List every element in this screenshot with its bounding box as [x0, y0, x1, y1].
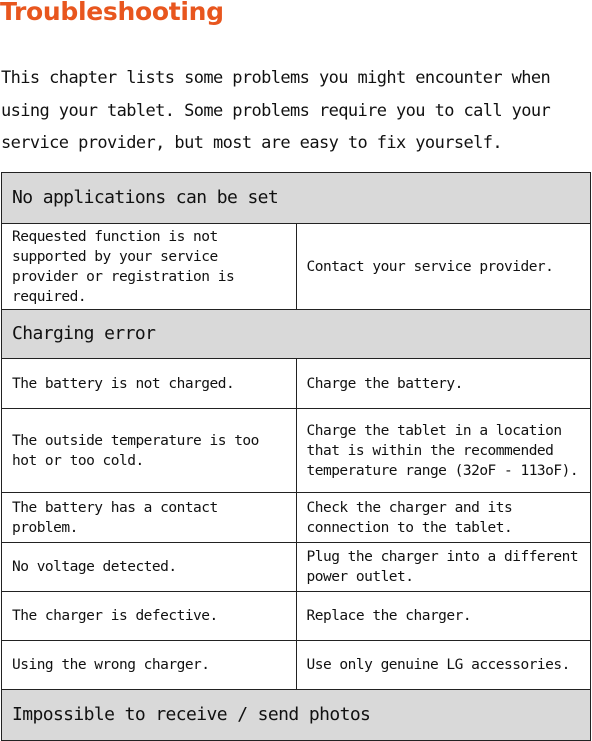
table-row — [2, 359, 591, 409]
solution-cell: Charge the battery. — [296, 359, 591, 409]
table-row — [2, 592, 591, 641]
section-heading: Impossible to receive / send photos — [2, 690, 591, 741]
table-row — [2, 409, 591, 493]
table-row — [2, 493, 591, 543]
cause-cell: Using the wrong charger. — [2, 641, 297, 690]
troubleshooting-table — [1, 172, 591, 741]
section-header-row — [2, 173, 591, 224]
solution-cell: Use only genuine LG accessories. — [296, 641, 591, 690]
cause-cell: The battery has a contact problem. — [2, 493, 297, 543]
cause-cell: The outside temperature is too hot or too cold. — [2, 409, 297, 493]
cause-cell: The battery is not charged. — [2, 359, 297, 409]
section-header-row — [2, 690, 591, 741]
table-row — [2, 224, 591, 310]
table-row — [2, 641, 591, 690]
cause-cell: No voltage detected. — [2, 543, 297, 592]
section-heading: Charging error — [2, 310, 591, 359]
solution-cell: Plug the charger into a different power outlet. — [296, 543, 591, 592]
solution-cell: Contact your service provider. — [296, 224, 591, 310]
section-heading: No applications can be set — [2, 173, 591, 224]
table-row — [2, 543, 591, 592]
solution-cell: Check the charger and its connection to the tablet. — [296, 493, 591, 543]
solution-cell: Charge the tablet in a location that is within the recommended temperature range (32oF - 113oF). — [296, 409, 591, 493]
section-header-row — [2, 310, 591, 359]
cause-cell: The charger is defective. — [2, 592, 297, 641]
page-title: Troubleshooting — [0, 0, 224, 26]
intro-paragraph: This chapter lists some problems you might encounter when using your tablet. Some problems require you to call your service provider, but most are easy to fix yourself. — [1, 68, 551, 153]
cause-cell: Requested function is not supported by your service provider or registration is required. — [2, 224, 297, 310]
solution-cell: Replace the charger. — [296, 592, 591, 641]
